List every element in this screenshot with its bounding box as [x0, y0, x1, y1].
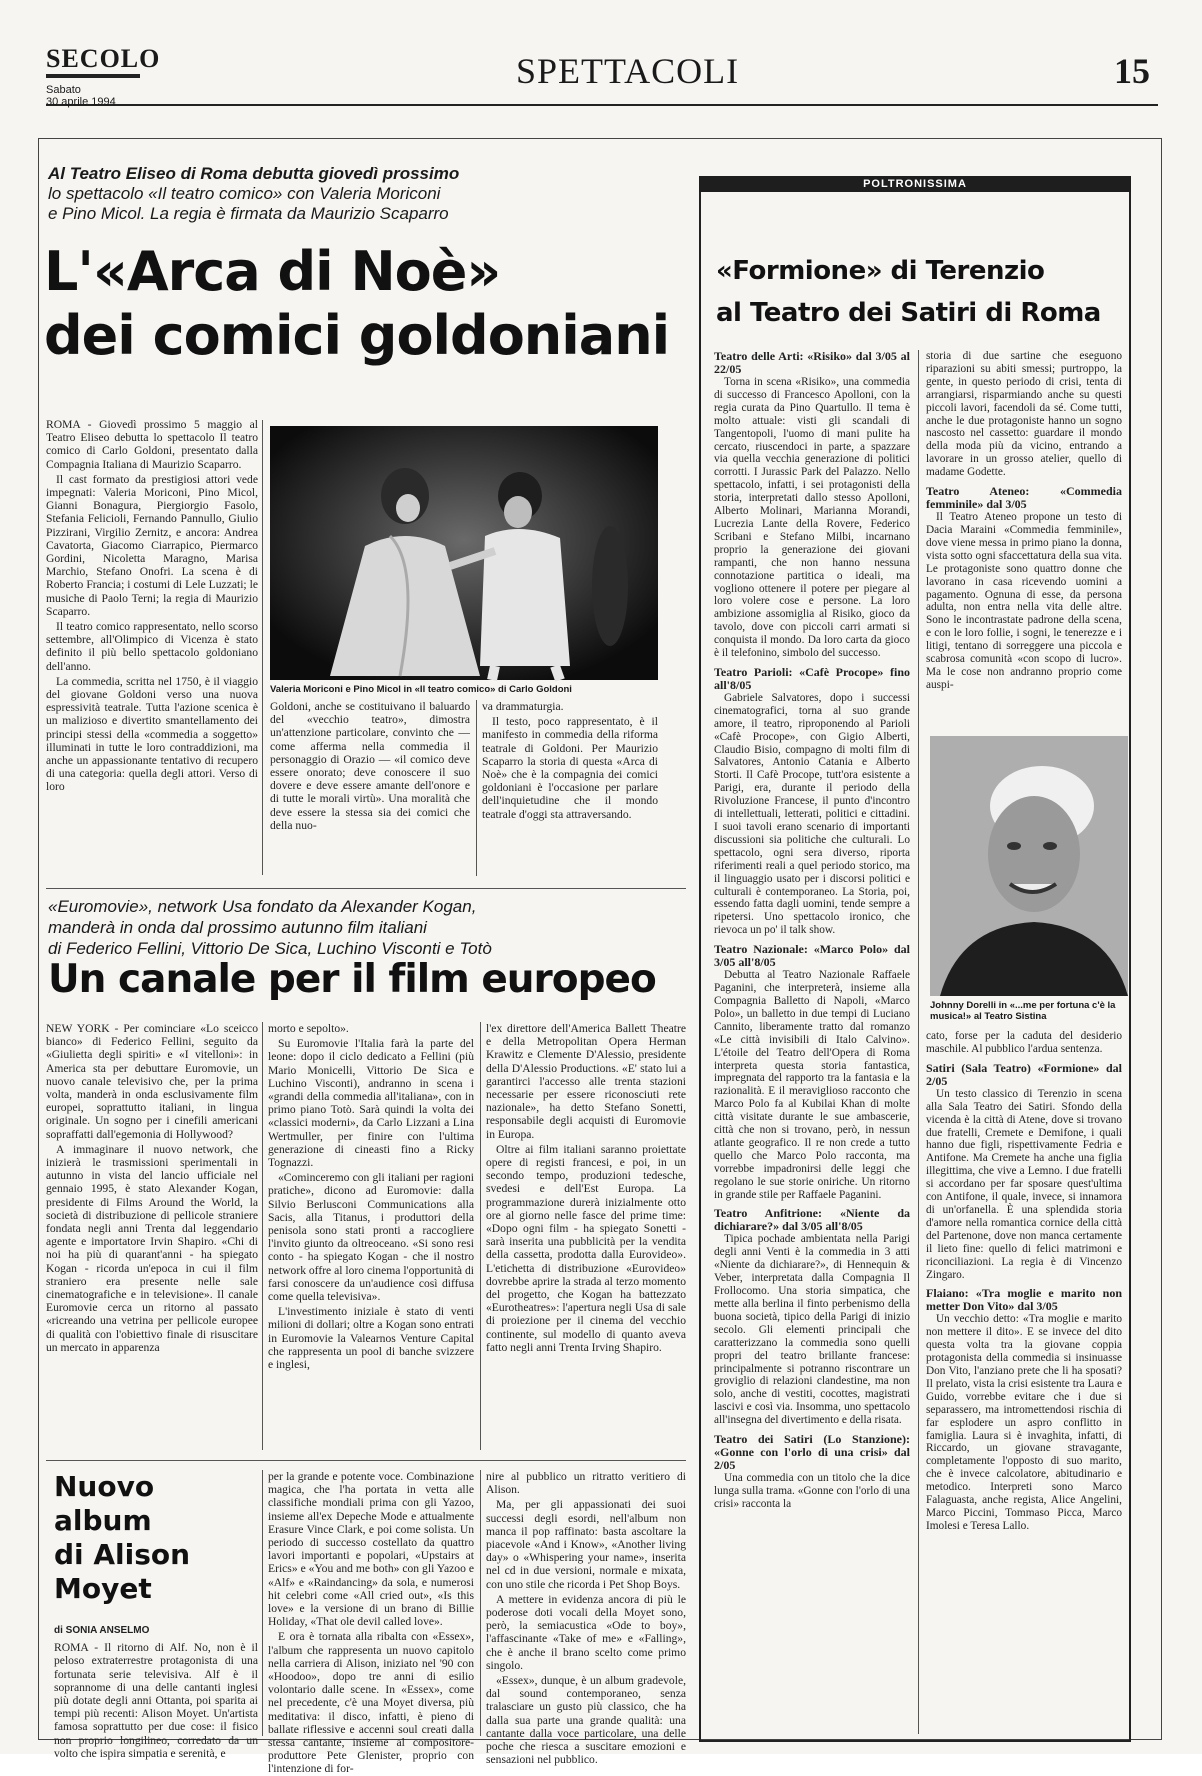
portrait-photo-illustration [930, 736, 1128, 996]
poltronissima-headline-line: «Formione» di Terenzio [716, 256, 1045, 286]
issue-date [46, 84, 116, 108]
article3-headline-line: Nuovo [54, 1470, 155, 1503]
column-rule [480, 1022, 481, 1450]
article3-paragraph: ROMA - Il ritorno di Alf. No, non è il peloso extraterrestre protagonista di una fortunata serie televisiva. Alf è il soprannome di una delle cantanti inglesi più dotate degli anni Ottanta, poi sparita ai tempi più recenti: Alison Moyet. Un'artista famosa soprattutto per due cose: il fisico non proprio longilineo, corredato da un volto che ispira simpatia e serenità, e [54, 1641, 258, 1760]
article1-paragraph: La commedia, scritta nel 1750, è il viaggio del giovane Goldoni verso una nuova espressività teatrale. Tutta l'azione scenica è un malizioso e divertito smantellamento dei principi stessi della «commedia a soggetto» illuminati in tutte le loro contraddizioni, ma anche un appassionante tentativo di recupero di una categoria: quella degli attori. Verso di loro [46, 674, 258, 794]
article2-kicker [48, 896, 668, 959]
article2-column-1 [46, 1022, 258, 1452]
listing-text: Torna in scena «Risiko», una commedia di successo di Francesco Apolloni, con la regia curata da Pino Quartullo. Il tema è molto attuale: visti gli scandali di Tangentopoli, l'uomo di mani pulite ha cercato, riuscendoci in parte, a spazzare via quella vecchia generazione di politici corrotti. I Jurassic Park del Palazzo. Nello spettacolo, infatti, i sei protagonisti della storia, interpretati dallo stesso Apolloni, Alberto Molinari, Marianna Morandi, Lucrezia Lante della Rovere, Federico Scribani e Stefano Milbi, incarnano proprio la generazione dei giovani rampanti, che non hanno nessuna connotazione partitica o ideali, ma vogliono ottenere il potere per piegare al loro volere cose e persone. La loro ambizione assomiglia al Risiko, gioco da tavolo, dove con piccoli carri armati si conquista il mondo. Da loro carta da gioco è il telefonino, simbolo del successo. [714, 376, 910, 660]
column-rule [476, 700, 477, 876]
listing-title: Flaiano: «Tra moglie e marito non metter Don Vito» dal 3/05 [926, 1286, 1122, 1314]
article3-column-2 [268, 1470, 474, 1776]
poltronissima-headline [716, 250, 1126, 334]
poltronissima-column-2-top [926, 350, 1122, 730]
article1-paragraph: Il cast formato da prestigiosi attori vede impegnati: Valeria Moriconi, Pino Micol, Gianni Bonagura, Piergiorgio Fasolo, Stefania Felicioli, Fernando Pannullo, Giulio Pizzirani, Virgilio Zernitz, e ancora: Andrea Cavatorta, Giacomo Ciarrapico, Piermarco Gordini, Nicoletta Maragno, Marisa Marchio, Stefano Onofri. La scena è di Roberto Francia; i costumi di Lele Luzzati; le musiche di Paolo Terni; la regia di Maurizio Scaparro. [46, 472, 258, 618]
issue-day: Sabato [46, 84, 81, 96]
listing-title: Teatro dei Satiri (Lo Stanzione): «Gonne con l'orlo di una crisi» dal 2/05 [714, 1432, 910, 1473]
article2-kicker-line: «Euromovie», network Usa fondato da Alexander Kogan, [48, 897, 477, 916]
section-divider [46, 1460, 686, 1461]
article3-paragraph: Ma, per gli appassionati dei suoi successi degli esordi, nell'album non manca il pop raffinato: basta ascoltare la piacevole «And i Know», «Another living day» o «Whispering your name», inserita nel cd in due versioni, normale e mixata, con uno stile che ricorda i Pet Shop Boys. [486, 1498, 686, 1591]
article3-paragraph: per la grande e potente voce. Combinazione magica, che l'ha portata in vetta alle classifiche mondiali prima con gli Yazoo, insieme all'ex Depeche Mode e attualmente Erasure Vince Clark, e poi come solista. Un periodo di successo costellato da quattro lavori importanti e popolari, «Upstairs at Erics» e «You and me both» con gli Yazoo e «Alf» e «Raindancing» da sola, e numerosi hit celebri come «All cried out», «Is this love» e la versione di un brano di Billie Holiday, «That ole devil called love». [268, 1470, 474, 1629]
article3-headline-line: Moyet [54, 1572, 152, 1605]
article3-headline-line: di Alison [54, 1538, 191, 1571]
article2-paragraph: NEW YORK - Per cominciare «Lo sceicco bianco» di Federico Fellini, seguito da «Giulietta degli spiriti» e «I vitelloni»: in America sta per debuttare Euromovie, un nuovo canale televisivo che, per la prima volta, manderà in onda esclusivamente film europei, soprattutto italiani, in lingua originale. Un sogno per i cinefili americani sopraffatti dall'egemonia di Hollywood? [46, 1022, 258, 1141]
paper-name: SECOLO [46, 44, 161, 73]
listing-title: Teatro delle Arti: «Risiko» dal 3/05 al 22/05 [714, 349, 910, 376]
stage-photo-illustration [270, 426, 658, 680]
listing-text: Una commedia con un titolo che la dice lunga sulla trama. «Gonne con l'orlo di una crisi» racconta la [714, 1472, 910, 1510]
listing-text: Debutta al Teatro Nazionale Raffaele Paganini, che interpreterà, insieme alla Compagnia Balletto di Napoli, «Marco Polo», un balletto in due tempi di Luciano Cannito, liberamente tratto dal romanzo «Le città invisibili di Italo Calvino». L'étoile del Teatro dell'Opera di Roma interpreta questa storia fantastica, impregnata del rapporto tra la fantasia e la razionalità. E il meraviglioso racconto che Marco Polo fa al Kubilai Khan di molte città visitate durante le sue ambascerie, città che non si trovano, però, in nessun atlante geografico. Il re non crede a tutto quello che Marco Polo racconta, ma vorrebbe impadronirsi delle leggi che regolano le sue storie oniriche. Un ritorno in grande stile per Raffaele Paganini. [714, 969, 910, 1201]
listing-title: Teatro Nazionale: «Marco Polo» dal 3/05 all'8/05 [714, 942, 910, 970]
article3-paragraph: E ora è tornata alla ribalta con «Essex», l'album che rappresenta un nuovo capitolo nella carriera di Alison, iniziato nel '90 con «Hoodoo», dopo tre anni di esilio volontario dalle scene. In «Essex», come nel precedente, c'è una Moyet diversa, più meditativa: il disco, infatti, è pieno di ballate riflessive e accenni soul creati dalla stessa cantante, insieme al compositore-produttore Pete Glenister, proprio con l'intenzione di for- [268, 1630, 474, 1776]
listing-text: cato, forse per la caduta del desiderio maschile. Al pubblico l'ardua sentenza. [926, 1030, 1122, 1055]
poltronissima-photo [930, 736, 1128, 996]
listing-text: Un testo classico di Terenzio in scena alla Sala Teatro dei Satiri. Sfondo della vicenda è la città di Atene, dove si trovano due fratelli, Cremete e Demifone, i quali hanno due figli, rispettivamente Fedria e Antifone. Ma Cremete ha anche una figlia illegittima, che vive a Lemno. I due fratelli si accordano per far sposare quest'ultima con Antifone, il quale, invece, si innamora di un'orfanella. È una splendida storia d'amore nella romantica cornice della città del Partenone, dove non manca certamente il lieto fine: quello di felici matrimoni e riconciliazioni. La regia è di Vincenzo Zingaro. [926, 1087, 1122, 1281]
column-rule [918, 350, 919, 1734]
masthead [46, 40, 1158, 106]
column-rule [262, 1022, 263, 1450]
article1-paragraph: va drammaturgia. [482, 700, 564, 713]
page-number: 15 [1114, 51, 1150, 91]
poltronissima-column-2-bottom [926, 1030, 1122, 1734]
poltronissima-label: POLTRONISSIMA [699, 176, 1131, 192]
article1-paragraph: Il teatro comico rappresentato, nello scorso settembre, all'Olimpico di Vicenza è stato definito il più bello spettacolo goldoniano dell'anno. [46, 620, 258, 673]
article1-photo [270, 426, 658, 680]
section-title: SPETTACOLI [516, 51, 740, 91]
listing-title: Teatro Parioli: «Cafè Procope» fino all'8/05 [714, 664, 910, 692]
article1-column-2 [270, 700, 470, 880]
article1-paragraph: Goldoni, anche se costituivano il baluardo del «vecchio teatro», dimostra un'attenzione particolare, convinto che — come afferma nella commedia il personaggio di Orazio — «il comico deve essere onorato; deve conoscere il suo dovere e deve essere amante dell'onore e di tutte le morali virtù». Una moralità che deve essere la stessa sia dei comici che della nuo- [270, 700, 470, 832]
article1-headline-line: dei comici goldoniani [44, 304, 670, 367]
article1-kicker [48, 164, 608, 224]
poltronissima-headline-line: al Teatro dei Satiri di Roma [716, 298, 1101, 328]
column-rule [262, 1470, 263, 1736]
listing-text: storia di due sartine che eseguono riparazioni su abiti smessi; purtroppo, la gente, in questo periodo di crisi, tenta di arrangiarsi, risparmiando anche su questi piccoli lavori, facendoli da sé. Come tutti, anche le due protagoniste hanno un sogno nascosto nel cassetto: guardare il mondo della moda più da vicino, entrando a lavorare in un grosso atelier, quello di madame Godette. [926, 350, 1122, 479]
column-rule [480, 1470, 481, 1736]
section-divider [46, 888, 686, 889]
article3-column-1 [54, 1620, 258, 1760]
article1-paragraph: Il testo, poco rappresentato, è il manifesto in commedia della riforma teatrale di Goldoni. Per Maurizio Scaparro la storia di questa «Arca di Noè» che è la compagnia dei comici goldoniani è l'occasione per parlare dell'inquietudine che il mondo teatrale d'oggi sta attraversando. [482, 715, 658, 821]
article3-byline: di SONIA ANSELMO [54, 1625, 150, 1636]
article2-paragraph: L'investimento iniziale è stato di venti milioni di dollari; oltre a Kogan sono entrati in Euromovie la Valearnos Venture Capital che rappresenta un pool di banche svizzere e inglesi, [268, 1305, 474, 1372]
article2-paragraph: A immaginare il nuovo network, che inizierà le trasmissioni sperimentali in autunno in vista del lancio ufficiale nel gennaio 1995, è stato Alexander Kogan, presidente di Films Around the World, la società di distribuzione di pellicole straniere fondata negli anni Trenta dal leggendario agente e importatore Irvin Shapiro. «Chi di noi ha più di quarant'anni - ha spiegato Kogan - ricorda un'epoca in cui il film straniero era presente nelle sale cinematografiche e in televisione». Il canale Euromovie cerca un ritorno al passato «ricreando una vetrina per pellicole europee di qualità con l'obiettivo finale di risuscitare un mercato in apparenza [46, 1142, 258, 1354]
article3-paragraph: A mettere in evidenza ancora di più le poderose doti vocali della Moyet sono, però, la semiacustica «Ode to boy», l'affascinante «Take of me» e «Falling», che è anche il brano scelto come primo singolo. [486, 1592, 686, 1672]
listing-text: Tipica pochade ambientata nella Parigi degli anni Venti è la commedia in 3 atti «Niente da dichiarare?», di Hennequin & Veber, interpretata dalla Compagnia Il Frollocomo. Una storia simpatica, che mette alla berlina il finto perbenismo della buona società, tipico della Parigi di inizio secolo. Gli elementi principali che caratterizzano la commedia sono quelli propri del teatro brillante francese: principalmente si potranno riscontrare un groviglio di relazioni clandestine, ma non solo, anche di vestiti, cocottes, magistrati lascivi e così via. Insomma, uno spettacolo all'insegna del divertimento e della risata. [714, 1233, 910, 1427]
article2-kicker-line: di Federico Fellini, Vittorio De Sica, Luchino Visconti e Totò [48, 939, 492, 958]
article1-paragraph: ROMA - Giovedì prossimo 5 maggio al Teatro Eliseo debutta lo spettacolo Il teatro comico di Carlo Goldoni, presentato dalla Compagnia Italiana di Maurizio Scaparro. [46, 418, 258, 471]
article2-column-2 [268, 1022, 474, 1452]
article3-paragraph: nire al pubblico un ritratto veritiero di Alison. [486, 1470, 686, 1497]
column-rule [262, 420, 263, 875]
article1-column-1 [46, 418, 258, 878]
article2-column-3 [486, 1022, 686, 1452]
article2-paragraph: morto e sepolto». [268, 1022, 349, 1035]
listing-title: Teatro Anfitrione: «Niente da dichiarare?» dal 3/05 all'8/05 [714, 1206, 910, 1234]
article3-column-3 [486, 1470, 686, 1767]
article1-column-3 [482, 700, 658, 880]
article1-photo-caption: Valeria Moriconi e Pino Micol in «Il teatro comico» di Carlo Goldoni [270, 684, 572, 695]
article3-headline [54, 1470, 244, 1606]
article1-headline [44, 240, 684, 368]
issue-full-date: 30 aprile 1994 [46, 96, 116, 108]
article3-paragraph: «Essex», dunque, è un album gradevole, dal sound contemporaneo, senza tralasciare un gusto più classico, che ha dalla sua parte una grande qualità: una cantante dalla voce particolare, una delle poche che riesca a suscitare emozioni e sensazioni nel pubblico. [486, 1674, 686, 1767]
poltronissima-column-1 [714, 350, 910, 1734]
listing-text: Un vecchio detto: «Tra moglie e marito non mettere il dito». E se invece del dito questa volta tra la giovane coppia protagonista della commedia si insinuasse Don Vito, l'anziano prete che li ha sposati? Il prelato, vista la crisi esistente tra Laura e Guido, vorrebbe evitare che i due si separassero, ma intromettendosi rischia di far esplodere un aspro conflitto in famiglia. Laura si è invaghita, infatti, di Riccardo, un giovane stravagante, completamente l'opposto di suo marito, che è invece calcolatore, abitudinario e metodico. Interpreti sono Marco Falaguasta, anche regista, Alice Angelini, Marco Piccini, Tommaso Picca, Marco Imolesi e Teresa Lallo. [926, 1313, 1122, 1532]
article1-kicker-line: Al Teatro Eliseo di Roma debutta giovedì prossimo [48, 164, 460, 183]
article2-paragraph: Su Euromovie l'Italia farà la parte del leone: dopo il ciclo dedicato a Fellini (più Mario Monicelli, Vittorio De Sica e Luchino Visconti), andranno in scena i «grandi della commedia all'italiana», con in primo piano Totò. Sarà quindi la volta dei «classici moderni», da Carlo Lizzani a Lina Wertmuller, per finire con l'ultima generazione di cineasti fino a Ricky Tognazzi. [268, 1037, 474, 1170]
poltronissima-photo-caption: Johnny Dorelli in «...me per fortuna c'è la musica!» al Teatro Sistina [930, 1000, 1116, 1022]
article1-headline-line: L'«Arca di Noè» [44, 240, 501, 303]
article1-kicker-line: lo spettacolo «Il teatro comico» con Valeria Moriconi [48, 184, 441, 203]
article2-headline: Un canale per il film europeo [48, 957, 656, 1002]
article3-headline-line: album [54, 1504, 152, 1537]
article2-paragraph: l'ex direttore dell'America Ballett Theatre e della Metropolitan Opera Herman Krawitz e Clemente D'Alessio, presidente della D'Alessio Productions. «E' stato lui a garantirci l'accesso alle trenta stazioni necessarie per essere riconosciuti rete nazionale», ha detto Stefano Sonetti, responsabile degli acquisti di Euromovie in Europa. [486, 1022, 686, 1141]
article2-paragraph: «Cominceremo con gli italiani per ragioni pratiche», dicono ad Euromovie: dalla Silvio Berlusconi Communications alla Sacis, alla Titanus, i produttori della penisola sono stati pronti a raccogliere l'invito giunto da oltreoceano. «Si sono resi conto - ha spiegato Kogan - che il nostro network offre al loro cinema l'opportunità di farsi conoscere da un'audience così diffusa come quella televisiva». [268, 1171, 474, 1304]
paper-name-underline [46, 74, 140, 78]
listing-text: Gabriele Salvatores, dopo i successi cinematografici, torna al suo grande amore, il teatro, riproponendo al Parioli «Cafè Procope», con Gigio Alberti, Claudio Bisio, compagno di molti film di Salvatores, Antonio Catania e Alberto Storti. Il Cafè Procope, tutt'ora esistente a Parigi, era, durante il periodo della Rivoluzione Francese, il punto d'incontro di intellettuali, letterati, politici e cittadini. I suoi tavoli erano scenario di importanti discussioni sia politiche che culturali. Lo spettacolo, ogni sera diverso, riporta riferimenti reali a quel periodo storico, ma il linguaggio usato per i discorsi politici e culturali è contemporaneo. La Storia, poi, essendo fatta dagli uomini, tende sempre a ripetersi. Uno spettacolo ironico, che rievoca un po' il talk show. [714, 691, 910, 937]
article2-paragraph: Oltre ai film italiani saranno proiettate opere di registi francesi, e poi, in un secondo tempo, produzioni tedesche, svedesi e dell'Est Europa. La programmazione durerà inizialmente otto ore al giorno nelle fasce del prime time: «Dopo ogni film - ha spiegato Sonetti - sarà inserita una pubblicità per la vendita della cassetta, prodotta dalla Eurovideo». L'etichetta di distribuzione «Eurovideo» dovrebbe aprire la strada al terzo momento del progetto, che Kogan ha battezzato «Eurotheatres»: l'apertura negli Usa di sale di proiezione per il cinema del vecchio continente, sul modello di quanto aveva fatto negli anni Trenta Irving Shapiro. [486, 1142, 686, 1354]
article1-kicker-line: e Pino Micol. La regia è firmata da Maurizio Scaparro [48, 204, 449, 223]
listing-title: Satiri (Sala Teatro) «Formione» dal 2/05 [926, 1060, 1122, 1088]
listing-title: Teatro Ateneo: «Commedia femminile» dal 3/05 [926, 484, 1122, 512]
listing-text: Il Teatro Ateneo propone un testo di Dacia Maraini «Commedia femminile», dove viene messa in primo piano la donna, vista sotto ogni sfaccettatura della sua vita. Le protagoniste sono quattro donne che lavorano in casa ricevendo uomini a pagamento. Ognuna di esse, da persona adulta, non entra nella vita delle altre. Sono le incontrastate padrone della scena, e con le loro follie, i sogni, le tenerezze e i litigi, tentano di sorreggere una piccola e scabrosa comunità «con scopo di lucro». Ma le cose non andranno proprio come auspi- [926, 511, 1122, 691]
article2-kicker-line: manderà in onda dal prossimo autunno film italiani [48, 918, 427, 937]
